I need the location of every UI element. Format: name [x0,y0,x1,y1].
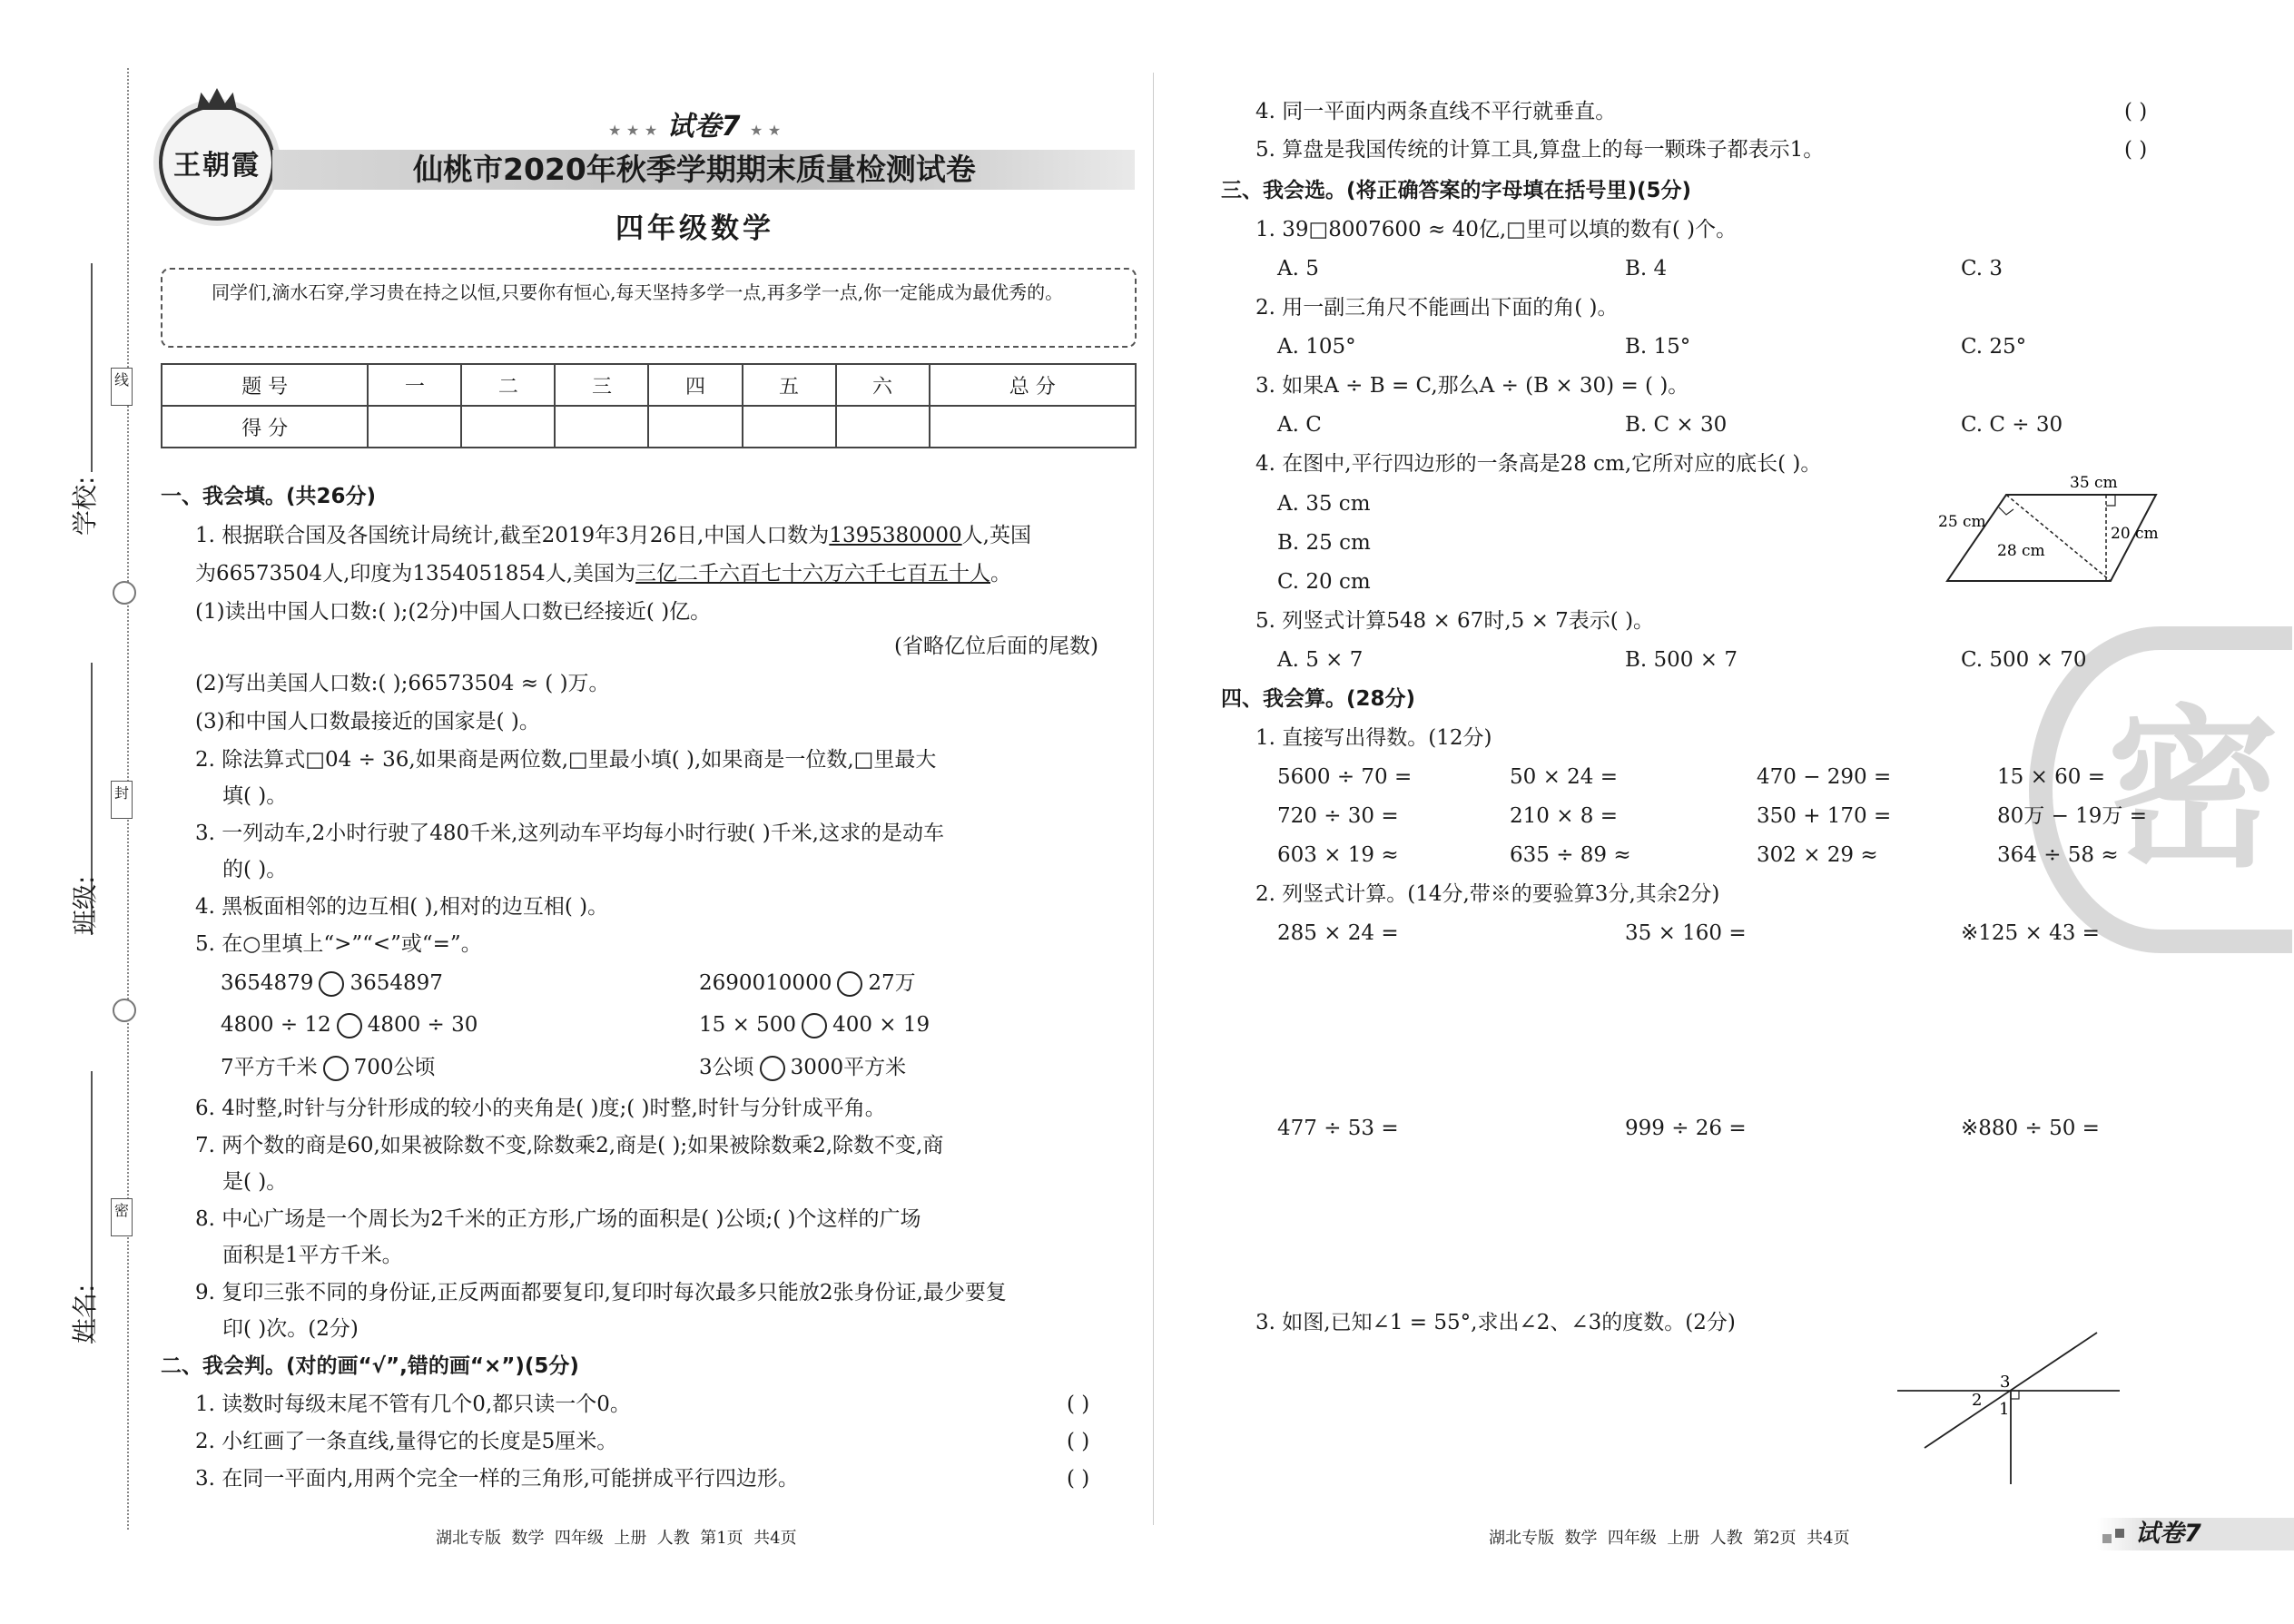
compare-circle[interactable] [337,1013,362,1038]
calc-item: 470 − 290 = [1757,765,1892,789]
table-row [162,406,1136,448]
judge-paren[interactable]: ( ) [2124,100,2148,123]
calc-q1: 1. 直接写出得数。(12分) [1255,726,1492,750]
label-mid: 28 cm [1997,542,2045,560]
calc-item: 15 × 60 = [1997,765,2106,789]
option: A. 35 cm [1277,492,1371,516]
label-left: 25 cm [1938,513,1986,531]
vertical-calc: 35 × 160 = [1625,921,1747,945]
table-header-cell: 二 [461,364,555,406]
label-right: 20 cm [2111,525,2159,543]
angle-3-label: 3 [2000,1373,2011,1392]
q6: 6. 4时整,时针与分针形成的较小的夹角是( )度;( )时整,时针与分针成平角。 [195,1097,886,1120]
calc-item: 302 × 29 ≈ [1757,843,1878,867]
q2-line-2: 填( )。 [222,784,288,808]
option: C. C ÷ 30 [1961,413,2063,437]
q3-line-2: 的( )。 [222,858,288,881]
choice-q1: 1. 39□8007600 ≈ 40亿,□里可以填的数有( )个。 [1255,218,1738,241]
q2-line-1: 2. 除法算式□04 ÷ 36,如果商是两位数,□里最小填( ),如果商是一位数,□里最大 [195,748,937,772]
judge-item: 3. 在同一平面内,用两个完全一样的三角形,可能拼成平行四边形。 [195,1467,799,1491]
knot-icon [113,581,136,605]
option: B. 4 [1625,257,1668,281]
badge-dots-icon [2115,1529,2124,1538]
score-cell[interactable] [836,406,930,448]
vertical-calc: 999 ÷ 26 = [1625,1117,1747,1140]
angle-2-label: 2 [1972,1391,1983,1410]
table-header-cell: 六 [836,364,930,406]
table-cell: 得 分 [162,406,368,448]
section-1-title: 一、我会填。(共26分) [161,485,377,508]
judge-item: 1. 读数时每级末尾不管有几个0,都只读一个0。 [195,1393,631,1416]
option: A. 105° [1277,335,1356,359]
calc-item: 603 × 19 ≈ [1277,843,1399,867]
vertical-calc: 285 × 24 = [1277,921,1399,945]
compare-circle[interactable] [760,1056,785,1081]
compare-item: 3公顷 3000平方米 [699,1056,907,1079]
parallelogram-figure [1934,468,2170,590]
option: A. 5 [1277,257,1319,281]
option: B. 15° [1625,335,1691,359]
knot-icon [113,999,136,1022]
page-title: 仙桃市2020年秋季学期期末质量检测试卷 [413,152,976,187]
page-divider [1153,73,1154,1525]
judge-paren[interactable]: ( ) [1067,1393,1090,1416]
q9-line-2: 印( )次。(2分) [222,1317,359,1341]
footer-right: 湖北专版 数学 四年级 上册 人教 第2页 共4页 [1489,1529,1850,1548]
choice-q2: 2. 用一副三角尺不能画出下面的角( )。 [1255,296,1619,320]
calc-item: 50 × 24 = [1510,765,1619,789]
calc-item: 80万 − 19万 = [1997,804,2148,828]
compare-circle[interactable] [837,971,862,997]
judge-paren[interactable]: ( ) [1067,1430,1090,1453]
table-header-cell: 四 [648,364,742,406]
seal-mark-3: 密 [111,1198,133,1236]
series-label: ★ ★ ★ 试卷7 ★ ★ [608,111,782,143]
score-table [161,363,1137,448]
compare-item: 7平方千米 700公顷 [221,1056,436,1079]
school-line [91,263,93,472]
score-cell[interactable] [555,406,648,448]
choice-q5: 5. 列竖式计算548 × 67时,5 × 7表示( )。 [1255,609,1655,633]
seal-mark-2: 封 [111,781,133,819]
section-3-title: 三、我会选。(将正确答案的字母填在括号里)(5分) [1221,179,1692,202]
score-cell[interactable] [368,406,461,448]
option: C. 3 [1961,257,2004,281]
q1-note: (省略亿位后面的尾数) [894,635,1098,658]
score-cell[interactable] [743,406,836,448]
label-top: 35 cm [2070,474,2118,492]
angle-figure [1893,1325,2138,1489]
q1-2: (2)写出美国人口数:( );66573504 ≈ ( )万。 [195,672,610,695]
option: B. C × 30 [1625,413,1728,437]
q9-line-1: 9. 复印三张不同的身份证,正反两面都要复印,复印时每次最多只能放2张身份证,最少要复 [195,1281,1007,1304]
calc-item: 720 ÷ 30 = [1277,804,1399,828]
score-cell[interactable] [930,406,1136,448]
calc-item: 5600 ÷ 70 = [1277,765,1413,789]
q1-line-1: 1. 根据联合国及各国统计局统计,截至2019年3月26日,中国人口数为1395380000人,英国 [195,524,1031,547]
compare-item: 15 × 500 400 × 19 [699,1013,930,1037]
vertical-calc: ※125 × 43 = [1961,921,2100,945]
judge-item: 4. 同一平面内两条直线不平行就垂直。 [1255,100,1617,123]
compare-circle[interactable] [323,1056,349,1081]
option: C. 20 cm [1277,570,1371,594]
footer-left: 湖北专版 数学 四年级 上册 人教 第1页 共4页 [436,1529,797,1548]
q5: 5. 在○里填上“>”“<”或“=”。 [195,932,482,956]
calc-q3: 3. 如图,已知∠1 = 55°,求出∠2、∠3的度数。(2分) [1255,1311,1736,1334]
badge-text: 试卷7 [2135,1520,2201,1548]
option: A. 5 × 7 [1277,648,1364,672]
compare-item: 2690010000 27万 [699,971,916,995]
table-header-cell: 一 [368,364,461,406]
table-header-cell: 三 [555,364,648,406]
judge-paren[interactable]: ( ) [1067,1467,1090,1491]
compare-item: 3654879 3654897 [221,971,443,995]
q1-line-2: 为66573504人,印度为1354051854人,美国为三亿二千六百七十六万六千七百五十人。 [195,562,1012,586]
crown-icon [197,88,237,110]
score-cell[interactable] [461,406,555,448]
table-header-cell: 题 号 [162,364,368,406]
choice-q4: 4. 在图中,平行四边形的一条高是28 cm,它所对应的底长( )。 [1255,452,1822,476]
logo-text: 王朝霞 [173,150,261,182]
score-cell[interactable] [648,406,742,448]
seal-mark-1: 线 [111,368,133,406]
choice-q3: 3. 如果A ÷ B = C,那么A ÷ (B × 30) = ( )。 [1255,374,1689,398]
q4: 4. 黑板面相邻的边互相( ),相对的边互相( )。 [195,895,609,919]
option: C. 25° [1961,335,2027,359]
calc-item: 210 × 8 = [1510,804,1619,828]
q3-line-1: 3. 一列动车,2小时行驶了480千米,这列动车平均每小时行驶( )千米,这求的是动车 [195,822,944,845]
judge-item: 2. 小红画了一条直线,量得它的长度是5厘米。 [195,1430,618,1453]
calc-item: 364 ÷ 58 ≈ [1997,843,2119,867]
angle-1-label: 1 [1999,1400,2010,1419]
q7-line-2: 是( )。 [222,1170,288,1194]
footer-badge [2097,1518,2294,1550]
badge-dots-icon [2102,1534,2112,1543]
name-label: 姓名: [70,1284,100,1343]
motto-text: 同学们,滴水石穿,学习贵在持之以恒,只要你有恒心,每天坚持多学一点,再多学一点,你一定能成为最优秀的。 [212,281,1064,303]
table-row [162,364,1136,406]
page-subtitle: 四年级数学 [615,212,774,245]
class-label: 班级: [70,875,100,935]
option: A. C [1277,413,1322,437]
option: B. 500 × 7 [1625,648,1738,672]
option: C. 500 × 70 [1961,648,2087,672]
judge-paren[interactable]: ( ) [2124,138,2148,162]
vertical-calc: ※880 ÷ 50 = [1961,1117,2100,1140]
compare-circle[interactable] [802,1013,827,1038]
q8-line-1: 8. 中心广场是一个周长为2千米的正方形,广场的面积是( )公顷;( )个这样的广场 [195,1207,921,1231]
compare-circle[interactable] [319,971,344,997]
stamp-watermark: 密 [2029,626,2292,953]
calc-q2: 2. 列竖式计算。(14分,带※的要验算3分,其余2分) [1255,882,1720,906]
section-4-title: 四、我会算。(28分) [1221,687,1416,711]
table-header-cell: 五 [743,364,836,406]
compare-item: 4800 ÷ 12 4800 ÷ 30 [221,1013,478,1037]
school-label: 学校: [70,476,100,536]
q1-3: (3)和中国人口数最接近的国家是( )。 [195,710,540,733]
q8-line-2: 面积是1平方千米。 [222,1244,403,1267]
logo-badge [159,104,275,221]
calc-item: 350 + 170 = [1757,804,1892,828]
option: B. 25 cm [1277,531,1371,555]
q7-line-1: 7. 两个数的商是60,如果被除数不变,除数乘2,商是( );如果被除数乘2,除数不变,商 [195,1134,944,1157]
motto-box [161,268,1137,348]
judge-item: 5. 算盘是我国传统的计算工具,算盘上的每一颗珠子都表示1。 [1255,138,1825,162]
table-header-cell: 总 分 [930,364,1136,406]
calc-item: 635 ÷ 89 ≈ [1510,843,1631,867]
vertical-calc: 477 ÷ 53 = [1277,1117,1399,1140]
section-2-title: 二、我会判。(对的画“√”,错的画“×”)(5分) [161,1354,579,1378]
q1-1: (1)读出中国人口数:( );(2分)中国人口数已经接近( )亿。 [195,600,712,624]
